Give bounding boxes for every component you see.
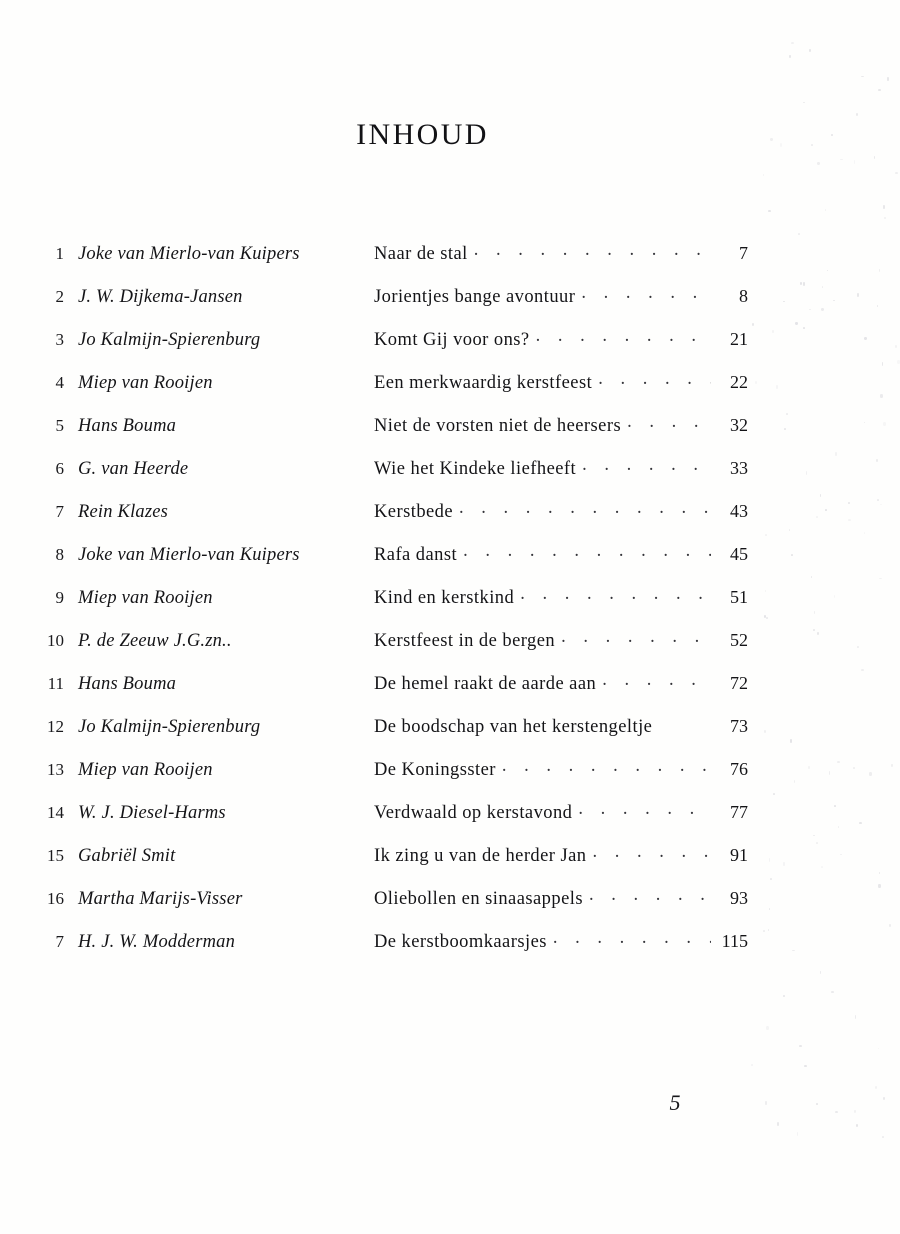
toc-entry-leader-dots [536,329,711,345]
toc-entry-author: Jo Kalmijn-Spierenburg [78,330,261,350]
toc-entry-leader-dots [589,888,711,904]
toc-entry-page-number: 8 [739,286,748,306]
toc-entry-title-cell [374,544,748,566]
scan-speckle [783,995,785,997]
toc-entry-page-number: 76 [730,759,748,779]
scan-speckle [831,991,834,993]
toc-entry-index: 7 [55,932,64,951]
scan-speckle [809,49,811,52]
scan-speckle [884,217,886,219]
toc-entry-title: De kerstboomkaarsjes [374,932,547,952]
toc-entry-title-cell [374,286,748,308]
scan-speckle [766,1026,769,1030]
scan-speckle [803,102,805,103]
toc-entry-index: 13 [47,760,64,779]
scan-speckle [882,1136,884,1138]
toc-entry[interactable] [0,544,900,587]
toc-entry-author: P. de Zeeuw J.G.zn.. [78,631,232,651]
scan-speckle [825,209,826,211]
toc-entry[interactable] [0,845,900,888]
toc-entry-author: J. W. Dijkema-Jansen [78,287,243,307]
scan-speckle [856,113,858,116]
toc-entry-title-cell [374,931,748,953]
folio-number-text: 5 [669,1090,681,1115]
toc-entry[interactable] [0,329,900,372]
toc-entry-title-cell [374,845,748,867]
scan-speckle [895,172,898,174]
toc-entry-author: Gabriël Smit [78,846,176,866]
scan-speckle [789,55,791,58]
toc-entry-index: 15 [47,846,64,865]
table-of-contents [0,243,900,974]
toc-entry-title: Jorientjes bange avontuur [374,287,576,307]
toc-entry-title: Wie het Kindeke liefheeft [374,459,577,479]
toc-entry-leader-dots [553,931,711,947]
toc-entry-leader-dots [582,458,711,474]
toc-entry[interactable] [0,802,900,845]
toc-entry-author: H. J. W. Modderman [78,932,236,952]
scan-speckle [763,174,764,176]
toc-entry-index: 14 [47,803,64,822]
toc-entry-author: Joke van Mierlo-van Kuipers [78,244,300,264]
toc-entry-leader-dots [502,759,711,775]
toc-entry-index: 8 [55,545,64,564]
scan-speckle [768,210,771,212]
toc-entry-leader-dots [598,372,711,388]
folio-page-number [0,1090,900,1116]
toc-entry-title: Kerstbede [374,502,454,522]
toc-entry-index: 7 [55,502,64,521]
toc-entry-title-cell [374,716,748,738]
toc-entry-title: Rafa danst [374,545,458,565]
toc-entry-page-number: 51 [730,587,748,607]
toc-entry-index: 11 [47,674,64,693]
toc-entry-title: De hemel raakt de aarde aan [374,674,597,694]
toc-entry-page-number: 33 [730,458,748,478]
toc-entry-author: Martha Marijs-Visser [78,889,243,909]
toc-entry[interactable] [0,243,900,286]
scan-speckle [804,1065,807,1067]
scan-speckle [878,1048,879,1049]
toc-entry-index: 5 [55,416,64,435]
toc-entry[interactable] [0,501,900,544]
toc-entry-title-cell [374,329,748,351]
toc-entry-leader-dots [658,716,711,732]
toc-entry-title: Verdwaald op kerstavond [374,803,573,823]
toc-entry-page-number: 73 [730,716,748,736]
toc-entry-leader-dots [593,845,712,861]
toc-entry-author: Joke van Mierlo-van Kuipers [78,545,300,565]
toc-entry-page-number: 43 [730,501,748,521]
toc-entry[interactable] [0,372,900,415]
toc-entry-title-cell [374,372,748,394]
toc-entry-author: Miep van Rooijen [78,373,213,393]
toc-entry-title-cell [374,587,748,609]
toc-entry-title-cell [374,802,748,824]
toc-entry-page-number: 52 [730,630,748,650]
toc-entry-index: 3 [55,330,64,349]
toc-entry-leader-dots [463,544,711,560]
toc-entry-title: Naar de stal [374,244,468,264]
scan-speckle [817,162,820,165]
scan-speckle [883,205,885,209]
toc-entry-title: Kind en kerstkind [374,588,515,608]
scan-speckle [878,89,881,91]
scan-speckle [854,160,855,164]
toc-entry-page-number: 77 [730,802,748,822]
toc-entry-title: Kerstfeest in de bergen [374,631,556,651]
toc-entry[interactable] [0,931,900,974]
toc-entry-leader-dots [561,630,711,646]
toc-entry[interactable] [0,630,900,673]
scan-speckle [861,76,864,77]
scan-speckle [875,1086,877,1089]
toc-entry-page-number: 21 [730,329,748,349]
toc-entry-title-cell [374,759,748,781]
toc-entry-title-cell [374,458,748,480]
toc-entry-author: Hans Bouma [78,416,177,436]
toc-entry-author: W. J. Diesel-Harms [78,803,226,823]
toc-entry-title: Komt Gij voor ons? [374,330,530,350]
toc-entry-leader-dots [520,587,711,603]
toc-entry[interactable] [0,286,900,329]
toc-entry-title-cell [374,630,748,652]
toc-entry-title: Ik zing u van de herder Jan [374,846,587,866]
toc-entry[interactable] [0,587,900,630]
scan-speckle [797,1132,798,1136]
toc-entry-author: Rein Klazes [78,502,169,522]
toc-entry-title-cell [374,888,748,910]
toc-entry-title: De boodschap van het kerstengeltje [374,717,653,737]
toc-entry-page-number: 7 [739,243,748,263]
toc-entry[interactable] [0,716,900,759]
page-title-text: INHOUD [356,118,489,151]
toc-entry-title: Een merkwaardig kerstfeest [374,373,593,393]
scan-speckle [798,233,800,235]
toc-entry-author: Miep van Rooijen [78,588,213,608]
toc-entry-leader-dots [459,501,711,517]
toc-entry-index: 2 [55,287,64,306]
toc-entry-author: Miep van Rooijen [78,760,213,780]
toc-entry-leader-dots [602,673,711,689]
toc-entry[interactable] [0,759,900,802]
toc-entry-leader-dots [474,243,711,259]
scan-speckle [791,42,794,44]
toc-entry-page-number: 45 [730,544,748,564]
toc-entry-page-number: 32 [730,415,748,435]
scan-speckle [840,159,843,160]
page-title [0,118,900,152]
toc-entry[interactable] [0,673,900,716]
scan-speckle [855,1015,856,1019]
toc-entry-title-cell [374,415,748,437]
toc-entry[interactable] [0,888,900,931]
toc-entry-author: Hans Bouma [78,674,177,694]
toc-entry-index: 12 [47,717,64,736]
toc-entry-leader-dots [581,286,711,302]
toc-entry-title-cell [374,243,748,265]
scan-speckle [799,1045,802,1047]
toc-entry-index: 9 [55,588,64,607]
toc-entry-page-number: 91 [730,845,748,865]
toc-entry-title-cell [374,501,748,523]
toc-entry-title: Niet de vorsten niet de heersers [374,416,622,436]
toc-entry-leader-dots [578,802,711,818]
toc-entry-title: Oliebollen en sinaasappels [374,889,583,909]
toc-entry-title-cell [374,673,748,695]
toc-entry-author: G. van Heerde [78,459,189,479]
toc-entry[interactable] [0,415,900,458]
toc-entry[interactable] [0,458,900,501]
toc-entry-page-number: 72 [730,673,748,693]
scan-speckle [874,156,875,159]
toc-entry-page-number: 22 [730,372,748,392]
toc-entry-leader-dots [627,415,711,431]
toc-entry-author: Jo Kalmijn-Spierenburg [78,717,261,737]
scan-speckle [751,1064,753,1066]
toc-entry-index: 10 [47,631,64,650]
toc-entry-index: 16 [47,889,64,908]
scan-speckle [777,1122,779,1126]
scan-speckle [856,1124,858,1127]
toc-entry-index: 1 [55,244,64,263]
toc-entry-index: 4 [55,373,64,392]
scan-speckle [887,77,889,81]
toc-entry-index: 6 [55,459,64,478]
toc-entry-page-number: 115 [721,931,748,951]
toc-entry-title: De Koningsster [374,760,496,780]
toc-entry-page-number: 93 [730,888,748,908]
